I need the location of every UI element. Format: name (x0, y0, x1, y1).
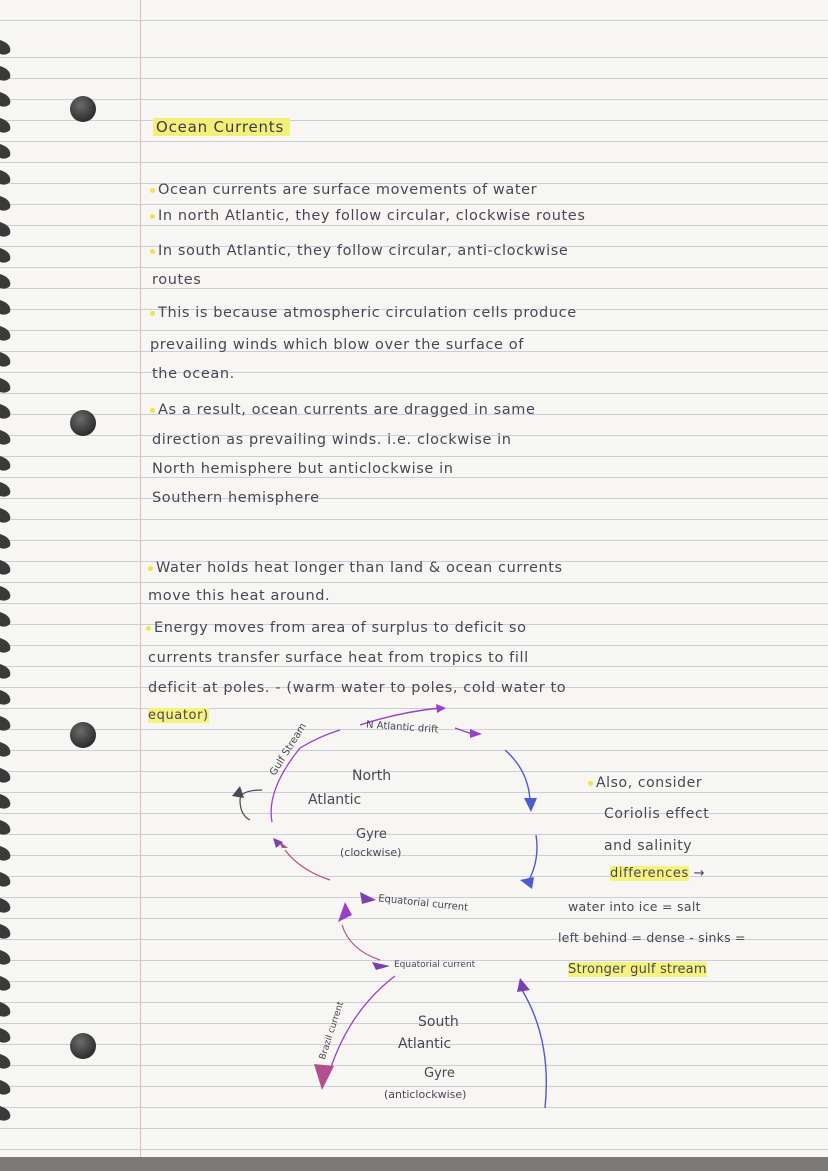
side-note-text: Also, consider (596, 775, 703, 791)
note-text: equator) (148, 708, 209, 723)
arrowhead-icon (524, 798, 537, 812)
label-north-gyre-direction: (clockwise) (340, 846, 402, 859)
side-note-line (604, 806, 709, 822)
page-bottom-shadow (0, 1157, 828, 1171)
label-north-atlantic-drift: N Atlantic drift (365, 719, 439, 736)
label-north-atlantic: Atlantic (308, 792, 362, 808)
label-equatorial-current: Equatorial current (377, 893, 469, 914)
side-note-line (568, 962, 707, 977)
note-text: currents transfer surface heat from tropics to fill (148, 650, 529, 666)
benguela-current-arrow (522, 990, 546, 1108)
label-south-atlantic: South (418, 1014, 459, 1030)
label-equatorial-current: Equatorial current (394, 960, 476, 970)
arrowhead-icon (517, 978, 530, 992)
side-note-line (604, 838, 692, 854)
label-north-gyre: Gyre (356, 827, 387, 842)
side-note-text: differences (610, 866, 689, 881)
side-note-text: water into ice = salt (568, 899, 701, 914)
label-gulf-stream: Gulf Stream (268, 721, 309, 778)
arrowhead-icon (436, 704, 446, 713)
note-text: As a result, ocean currents are dragged in same (158, 402, 536, 418)
page-title: Ocean Currents (153, 118, 290, 136)
note-text: Southern hemisphere (152, 490, 320, 506)
arrowhead-icon (360, 892, 376, 904)
note-text: direction as prevailing winds. i.e. clockwise in (152, 432, 512, 448)
note-text: deficit at poles. - (warm water to poles, cold water to (148, 680, 567, 696)
bullet-icon (588, 781, 593, 786)
note-text: In north Atlantic, they follow circular, clockwise routes (158, 208, 586, 224)
gulf-stream-arrow (271, 730, 340, 822)
side-note-line (558, 930, 746, 945)
label-south-gyre: Gyre (424, 1066, 455, 1081)
note-text: prevailing winds which blow over the surface of (150, 337, 524, 353)
side-note-text: Stronger gulf stream (568, 962, 707, 977)
side-note-text: left behind = dense - sinks = (558, 930, 746, 945)
side-note-text: and salinity (604, 838, 693, 854)
side-note-line (568, 899, 701, 914)
arrowhead-icon (520, 877, 534, 889)
side-note-line (588, 775, 702, 791)
note-text: Ocean currents are surface movements of water (158, 182, 538, 198)
note-text: Water holds heat longer than land & ocean currents (156, 560, 563, 576)
note-text: the ocean. (152, 366, 235, 382)
note-text: This is because atmospheric circulation cells produce (158, 305, 577, 321)
note-text: move this heat around. (148, 588, 331, 604)
arrowhead-icon (314, 1064, 334, 1090)
arrow-right-icon: → (693, 866, 706, 881)
arrowhead-icon (232, 786, 244, 798)
note-text: routes (152, 272, 202, 288)
arrowhead-icon (338, 902, 352, 922)
canary-current-arrow (505, 750, 530, 800)
label-south-atlantic: Atlantic (398, 1036, 452, 1052)
side-note-text: Coriolis effect (604, 806, 710, 822)
side-note-line (610, 866, 705, 881)
label-brazil-current: Brazil current (318, 1000, 347, 1062)
note-text: In south Atlantic, they follow circular, anti-clockwise (158, 243, 569, 259)
arrowhead-icon (470, 729, 482, 738)
label-south-gyre-direction: (anticlockwise) (384, 1088, 467, 1101)
label-north-atlantic: North (352, 768, 392, 784)
note-text: Energy moves from area of surplus to deficit so (154, 620, 527, 636)
note-text: North hemisphere but anticlockwise in (152, 461, 454, 477)
arrowhead-icon (372, 962, 390, 970)
